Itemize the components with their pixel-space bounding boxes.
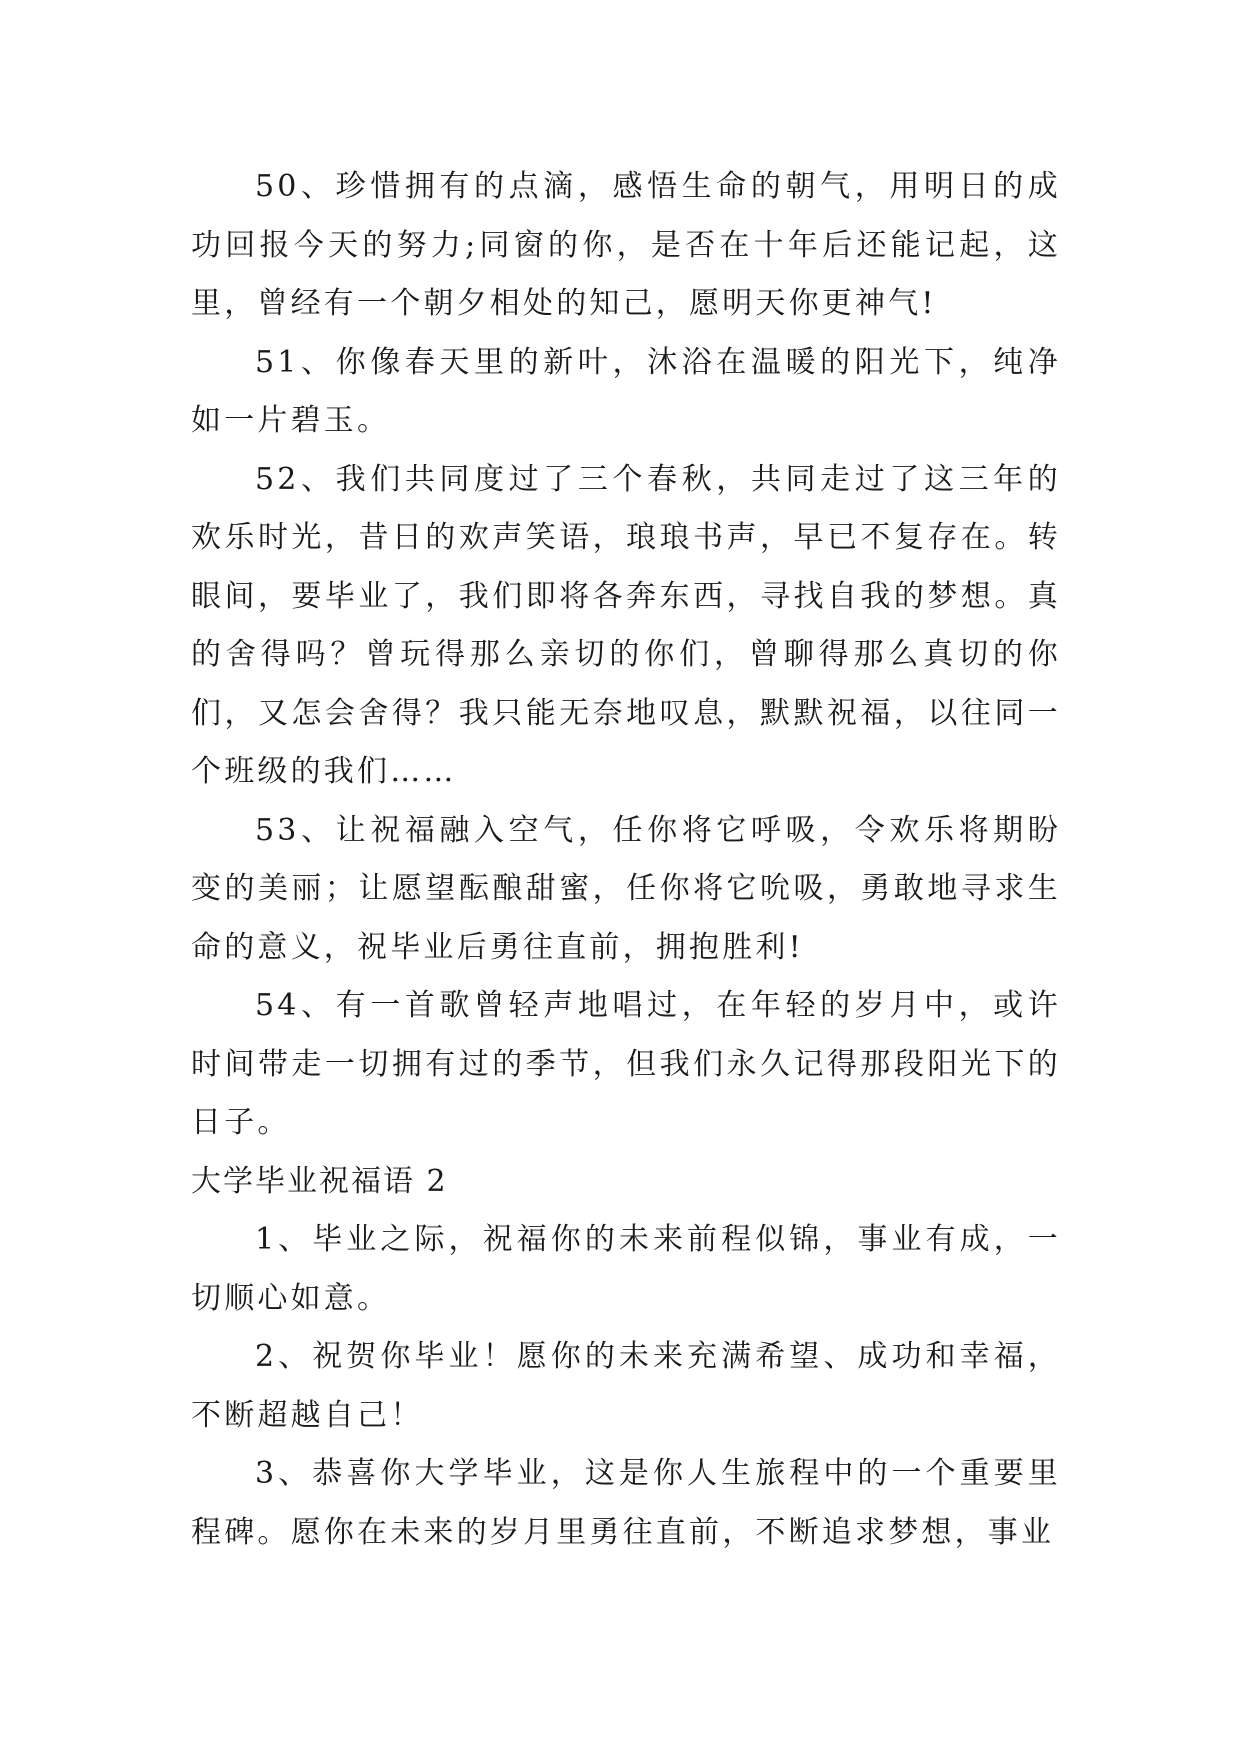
paragraph-item-3: 3、恭喜你大学毕业，这是你人生旅程中的一个重要里程碑。愿你在未来的岁月里勇往直前，不断追求梦想，事业 <box>191 1456 1061 1550</box>
paragraph-item-1: 1、毕业之际，祝福你的未来前程似锦，事业有成，一切顺心如意。 <box>191 1222 1061 1316</box>
section-heading: 大学毕业祝福语 2 <box>191 1163 448 1199</box>
document-body <box>191 158 1061 1562</box>
paragraph-item-51: 51、你像春天里的新叶，沐浴在温暖的阳光下，纯净如一片碧玉。 <box>191 344 1061 438</box>
paragraph-item-52: 52、我们共同度过了三个春秋，共同走过了这三年的欢乐时光，昔日的欢声笑语，琅琅书声，早已不复存在。转眼间，要毕业了，我们即将各奔东西，寻找自我的梦想。真的舍得吗？曾玩得那么亲切的你们，曾聊得那么真切的你们，又怎会舍得？我只能无奈地叹息，默默祝福，以往同一个班级的我们…… <box>191 461 1061 789</box>
paragraph-item-53: 53、让祝福融入空气，任你将它呼吸，令欢乐将期盼变的美丽；让愿望酝酿甜蜜，任你将它吮吸，勇敢地寻求生命的意义，祝毕业后勇往直前，拥抱胜利! <box>191 812 1061 965</box>
paragraph-item-2: 2、祝贺你毕业！愿你的未来充满希望、成功和幸福，不断超越自己！ <box>191 1339 1061 1433</box>
paragraph-item-54: 54、有一首歌曾轻声地唱过，在年轻的岁月中，或许时间带走一切拥有过的季节，但我们永久记得那段阳光下的日子。 <box>191 988 1061 1140</box>
paragraph-item-50: 50、珍惜拥有的点滴，感悟生命的朝气，用明日的成功回报今天的努力;同窗的你，是否在十年后还能记起，这里，曾经有一个朝夕相处的知己，愿明天你更神气! <box>191 169 1061 321</box>
